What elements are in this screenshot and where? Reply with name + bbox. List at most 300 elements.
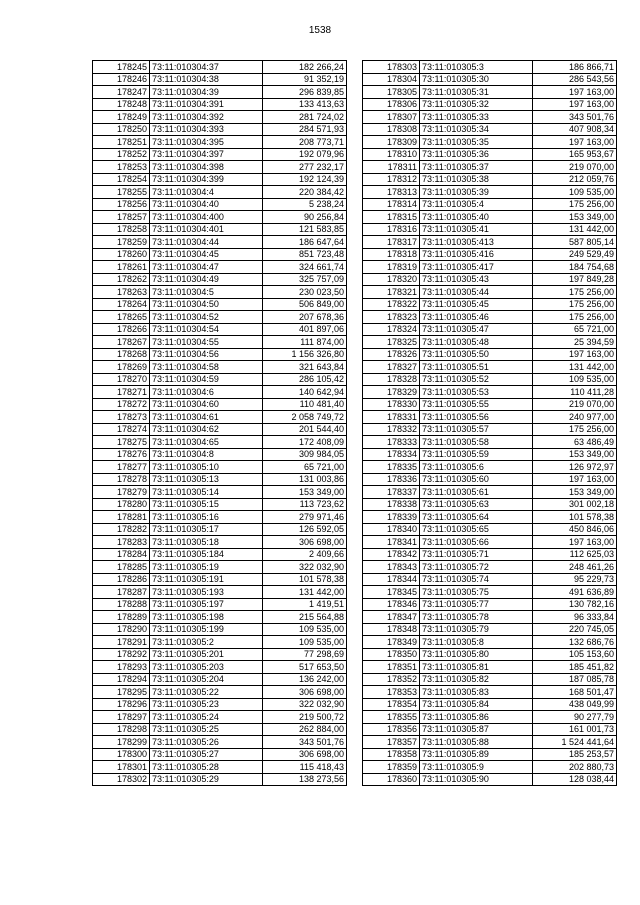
- value-cell: 197 849,28: [533, 273, 617, 286]
- value-cell: 111 874,00: [263, 336, 347, 349]
- value-cell: 491 636,89: [533, 586, 617, 599]
- cadastral-number-cell: 73:11:010304:395: [150, 136, 263, 149]
- row-number-cell: 178289: [93, 611, 150, 624]
- value-cell: 168 501,47: [533, 686, 617, 699]
- table-row: [93, 198, 347, 211]
- table-row: [93, 711, 347, 724]
- row-number-cell: 178357: [363, 736, 420, 749]
- cadastral-number-cell: 73:11:010305:36: [420, 148, 533, 161]
- row-number-cell: 178266: [93, 323, 150, 336]
- table-row: [93, 648, 347, 661]
- row-number-cell: 178310: [363, 148, 420, 161]
- cadastral-number-cell: 73:11:010305:78: [420, 611, 533, 624]
- table-row: [93, 548, 347, 561]
- cadastral-number-cell: 73:11:010305:413: [420, 236, 533, 249]
- value-cell: 306 698,00: [263, 536, 347, 549]
- row-number-cell: 178246: [93, 73, 150, 86]
- cadastral-number-cell: 73:11:010304:49: [150, 273, 263, 286]
- table-row: [93, 736, 347, 749]
- cadastral-number-cell: 73:11:010305:6: [420, 461, 533, 474]
- row-number-cell: 178320: [363, 273, 420, 286]
- cadastral-number-cell: 73:11:010305:15: [150, 498, 263, 511]
- row-number-cell: 178251: [93, 136, 150, 149]
- table-row: [363, 448, 617, 461]
- value-cell: 25 394,59: [533, 336, 617, 349]
- value-cell: 450 846,06: [533, 523, 617, 536]
- value-cell: 219 070,00: [533, 161, 617, 174]
- value-cell: 438 049,99: [533, 698, 617, 711]
- value-cell: 132 686,76: [533, 636, 617, 649]
- value-cell: 130 782,16: [533, 598, 617, 611]
- row-number-cell: 178300: [93, 748, 150, 761]
- row-number-cell: 178277: [93, 461, 150, 474]
- row-number-cell: 178252: [93, 148, 150, 161]
- table-row: [93, 98, 347, 111]
- row-number-cell: 178288: [93, 598, 150, 611]
- cadastral-number-cell: 73:11:010304:391: [150, 98, 263, 111]
- table-row: [363, 498, 617, 511]
- row-number-cell: 178349: [363, 636, 420, 649]
- row-number-cell: 178309: [363, 136, 420, 149]
- table-row: [93, 273, 347, 286]
- row-number-cell: 178258: [93, 223, 150, 236]
- table-row: [363, 173, 617, 186]
- table-row: [93, 336, 347, 349]
- value-cell: 517 653,50: [263, 661, 347, 674]
- row-number-cell: 178354: [363, 698, 420, 711]
- table-row: [93, 573, 347, 586]
- value-cell: 65 721,00: [263, 461, 347, 474]
- row-number-cell: 178350: [363, 648, 420, 661]
- cadastral-number-cell: 73:11:010304:393: [150, 123, 263, 136]
- cadastral-number-cell: 73:11:010304:399: [150, 173, 263, 186]
- row-number-cell: 178294: [93, 673, 150, 686]
- cadastral-number-cell: 73:11:010305:8: [420, 636, 533, 649]
- table-row: [363, 373, 617, 386]
- cadastral-number-cell: 73:11:010305:22: [150, 686, 263, 699]
- value-cell: 153 349,00: [263, 486, 347, 499]
- value-cell: 153 349,00: [533, 486, 617, 499]
- row-number-cell: 178345: [363, 586, 420, 599]
- cadastral-number-cell: 73:11:010305:79: [420, 623, 533, 636]
- cadastral-number-cell: 73:11:010304:45: [150, 248, 263, 261]
- table-body: [93, 61, 347, 786]
- value-cell: 110 481,40: [263, 398, 347, 411]
- row-number-cell: 178330: [363, 398, 420, 411]
- cadastral-number-cell: 73:11:010305:64: [420, 511, 533, 524]
- table-row: [93, 623, 347, 636]
- row-number-cell: 178312: [363, 173, 420, 186]
- table-row: [363, 273, 617, 286]
- value-cell: 220 384,42: [263, 186, 347, 199]
- table-body: [363, 61, 617, 786]
- value-cell: 1 156 326,80: [263, 348, 347, 361]
- table-row: [363, 411, 617, 424]
- cadastral-number-cell: 73:11:010305:10: [150, 461, 263, 474]
- cadastral-number-cell: 73:11:010305:29: [150, 773, 263, 786]
- value-cell: 91 352,19: [263, 73, 347, 86]
- value-cell: 202 880,73: [533, 761, 617, 774]
- value-cell: 133 413,63: [263, 98, 347, 111]
- cadastral-number-cell: 73:11:010305:24: [150, 711, 263, 724]
- value-cell: 286 543,56: [533, 73, 617, 86]
- value-cell: 219 070,00: [533, 398, 617, 411]
- row-number-cell: 178303: [363, 61, 420, 74]
- row-number-cell: 178352: [363, 673, 420, 686]
- table-row: [93, 161, 347, 174]
- cadastral-table-left: [92, 60, 347, 786]
- table-row: [363, 148, 617, 161]
- cadastral-number-cell: 73:11:010305:88: [420, 736, 533, 749]
- value-cell: 279 971,46: [263, 511, 347, 524]
- row-number-cell: 178314: [363, 198, 420, 211]
- cadastral-number-cell: 73:11:010305:50: [420, 348, 533, 361]
- row-number-cell: 178321: [363, 286, 420, 299]
- value-cell: 284 571,93: [263, 123, 347, 136]
- table-row: [363, 98, 617, 111]
- value-cell: 197 163,00: [533, 98, 617, 111]
- value-cell: 96 333,84: [533, 611, 617, 624]
- table-row: [93, 86, 347, 99]
- row-number-cell: 178248: [93, 98, 150, 111]
- row-number-cell: 178261: [93, 261, 150, 274]
- row-number-cell: 178316: [363, 223, 420, 236]
- value-cell: 215 564,88: [263, 611, 347, 624]
- cadastral-number-cell: 73:11:010305:47: [420, 323, 533, 336]
- cadastral-number-cell: 73:11:010305:74: [420, 573, 533, 586]
- table-row: [93, 773, 347, 786]
- row-number-cell: 178340: [363, 523, 420, 536]
- table-row: [93, 748, 347, 761]
- value-cell: 306 698,00: [263, 686, 347, 699]
- table-row: [363, 511, 617, 524]
- row-number-cell: 178262: [93, 273, 150, 286]
- table-row: [363, 536, 617, 549]
- value-cell: 175 256,00: [533, 298, 617, 311]
- table-row: [93, 498, 347, 511]
- value-cell: 301 002,18: [533, 498, 617, 511]
- table-row: [363, 486, 617, 499]
- cadastral-number-cell: 73:11:010305:57: [420, 423, 533, 436]
- row-number-cell: 178292: [93, 648, 150, 661]
- cadastral-number-cell: 73:11:010305:72: [420, 561, 533, 574]
- page-number: 1538: [308, 25, 332, 36]
- value-cell: 128 038,44: [533, 773, 617, 786]
- row-number-cell: 178317: [363, 236, 420, 249]
- cadastral-number-cell: 73:11:010305:16: [150, 511, 263, 524]
- cadastral-number-cell: 73:11:010305:416: [420, 248, 533, 261]
- value-cell: 110 411,28: [533, 386, 617, 399]
- value-cell: 121 583,85: [263, 223, 347, 236]
- value-cell: 175 256,00: [533, 423, 617, 436]
- row-number-cell: 178315: [363, 211, 420, 224]
- table-row: [363, 611, 617, 624]
- table-row: [363, 586, 617, 599]
- value-cell: 161 001,73: [533, 723, 617, 736]
- cadastral-number-cell: 73:11:010304:59: [150, 373, 263, 386]
- cadastral-number-cell: 73:11:010304:61: [150, 411, 263, 424]
- row-number-cell: 178269: [93, 361, 150, 374]
- table-row: [363, 336, 617, 349]
- cadastral-number-cell: 73:11:010304:397: [150, 148, 263, 161]
- row-number-cell: 178304: [363, 73, 420, 86]
- value-cell: 153 349,00: [533, 211, 617, 224]
- cadastral-number-cell: 73:11:010304:40: [150, 198, 263, 211]
- row-number-cell: 178334: [363, 448, 420, 461]
- table-row: [363, 423, 617, 436]
- table-row: [93, 111, 347, 124]
- row-number-cell: 178348: [363, 623, 420, 636]
- cadastral-number-cell: 73:11:010305:13: [150, 473, 263, 486]
- table-row: [363, 561, 617, 574]
- value-cell: 230 023,50: [263, 286, 347, 299]
- row-number-cell: 178290: [93, 623, 150, 636]
- cadastral-number-cell: 73:11:010305:34: [420, 123, 533, 136]
- cadastral-number-cell: 73:11:010305:38: [420, 173, 533, 186]
- table-row: [93, 173, 347, 186]
- table-row: [93, 236, 347, 249]
- row-number-cell: 178359: [363, 761, 420, 774]
- row-number-cell: 178254: [93, 173, 150, 186]
- cadastral-number-cell: 73:11:010305:53: [420, 386, 533, 399]
- value-cell: 90 277,79: [533, 711, 617, 724]
- value-cell: 309 984,05: [263, 448, 347, 461]
- table-row: [363, 548, 617, 561]
- table-row: [363, 248, 617, 261]
- table-row: [363, 298, 617, 311]
- table-row: [93, 698, 347, 711]
- row-number-cell: 178284: [93, 548, 150, 561]
- cadastral-number-cell: 73:11:010305:59: [420, 448, 533, 461]
- value-cell: 322 032,90: [263, 561, 347, 574]
- value-cell: 153 349,00: [533, 448, 617, 461]
- value-cell: 186 647,64: [263, 236, 347, 249]
- value-cell: 277 232,17: [263, 161, 347, 174]
- table-row: [93, 261, 347, 274]
- cadastral-number-cell: 73:11:010305:28: [150, 761, 263, 774]
- row-number-cell: 178295: [93, 686, 150, 699]
- cadastral-number-cell: 73:11:010304:398: [150, 161, 263, 174]
- cadastral-number-cell: 73:11:010305:193: [150, 586, 263, 599]
- value-cell: 126 592,05: [263, 523, 347, 536]
- row-number-cell: 178299: [93, 736, 150, 749]
- cadastral-number-cell: 73:11:010305:61: [420, 486, 533, 499]
- row-number-cell: 178286: [93, 573, 150, 586]
- table-row: [93, 361, 347, 374]
- cadastral-number-cell: 73:11:010305:4: [420, 198, 533, 211]
- value-cell: 90 256,84: [263, 211, 347, 224]
- cadastral-number-cell: 73:11:010305:90: [420, 773, 533, 786]
- row-number-cell: 178319: [363, 261, 420, 274]
- value-cell: 131 003,86: [263, 473, 347, 486]
- value-cell: 851 723,48: [263, 248, 347, 261]
- table-row: [363, 361, 617, 374]
- cadastral-number-cell: 73:11:010305:197: [150, 598, 263, 611]
- value-cell: 113 723,62: [263, 498, 347, 511]
- table-row: [93, 461, 347, 474]
- value-cell: 184 754,68: [533, 261, 617, 274]
- cadastral-number-cell: 73:11:010305:417: [420, 261, 533, 274]
- row-number-cell: 178360: [363, 773, 420, 786]
- cadastral-number-cell: 73:11:010305:198: [150, 611, 263, 624]
- value-cell: 207 678,36: [263, 311, 347, 324]
- cadastral-number-cell: 73:11:010305:23: [150, 698, 263, 711]
- row-number-cell: 178274: [93, 423, 150, 436]
- cadastral-number-cell: 73:11:010304:37: [150, 61, 263, 74]
- cadastral-number-cell: 73:11:010305:41: [420, 223, 533, 236]
- row-number-cell: 178276: [93, 448, 150, 461]
- row-number-cell: 178311: [363, 161, 420, 174]
- table-row: [363, 773, 617, 786]
- value-cell: 197 163,00: [533, 86, 617, 99]
- cadastral-number-cell: 73:11:010305:33: [420, 111, 533, 124]
- row-number-cell: 178285: [93, 561, 150, 574]
- table-row: [93, 511, 347, 524]
- row-number-cell: 178293: [93, 661, 150, 674]
- table-row: [93, 148, 347, 161]
- value-cell: 63 486,49: [533, 436, 617, 449]
- cadastral-number-cell: 73:11:010304:58: [150, 361, 263, 374]
- row-number-cell: 178306: [363, 98, 420, 111]
- cadastral-number-cell: 73:11:010305:48: [420, 336, 533, 349]
- value-cell: 306 698,00: [263, 748, 347, 761]
- cadastral-number-cell: 73:11:010305:84: [420, 698, 533, 711]
- cadastral-number-cell: 73:11:010305:83: [420, 686, 533, 699]
- table-row: [93, 73, 347, 86]
- value-cell: 185 253,57: [533, 748, 617, 761]
- value-cell: 1 419,51: [263, 598, 347, 611]
- value-cell: 321 643,84: [263, 361, 347, 374]
- cadastral-number-cell: 73:11:010305:204: [150, 673, 263, 686]
- row-number-cell: 178346: [363, 598, 420, 611]
- value-cell: 343 501,76: [263, 736, 347, 749]
- row-number-cell: 178342: [363, 548, 420, 561]
- table-row: [363, 711, 617, 724]
- row-number-cell: 178323: [363, 311, 420, 324]
- value-cell: 587 805,14: [533, 236, 617, 249]
- row-number-cell: 178333: [363, 436, 420, 449]
- table-row: [93, 761, 347, 774]
- value-cell: 175 256,00: [533, 286, 617, 299]
- table-row: [93, 686, 347, 699]
- row-number-cell: 178355: [363, 711, 420, 724]
- table-row: [93, 636, 347, 649]
- value-cell: 165 953,67: [533, 148, 617, 161]
- cadastral-number-cell: 73:11:010304:50: [150, 298, 263, 311]
- row-number-cell: 178313: [363, 186, 420, 199]
- cadastral-number-cell: 73:11:010305:75: [420, 586, 533, 599]
- row-number-cell: 178322: [363, 298, 420, 311]
- table-row: [363, 523, 617, 536]
- table-row: [363, 186, 617, 199]
- value-cell: 136 242,00: [263, 673, 347, 686]
- table-row: [93, 186, 347, 199]
- value-cell: 5 238,24: [263, 198, 347, 211]
- cadastral-number-cell: 73:11:010305:31: [420, 86, 533, 99]
- row-number-cell: 178255: [93, 186, 150, 199]
- row-number-cell: 178324: [363, 323, 420, 336]
- table-row: [363, 311, 617, 324]
- cadastral-number-cell: 73:11:010305:40: [420, 211, 533, 224]
- row-number-cell: 178337: [363, 486, 420, 499]
- cadastral-number-cell: 73:11:010305:203: [150, 661, 263, 674]
- row-number-cell: 178279: [93, 486, 150, 499]
- row-number-cell: 178302: [93, 773, 150, 786]
- cadastral-number-cell: 73:11:010305:14: [150, 486, 263, 499]
- table-row: [93, 436, 347, 449]
- row-number-cell: 178247: [93, 86, 150, 99]
- table-row: [93, 611, 347, 624]
- row-number-cell: 178347: [363, 611, 420, 624]
- table-row: [363, 211, 617, 224]
- value-cell: 109 535,00: [533, 373, 617, 386]
- value-cell: 197 163,00: [533, 473, 617, 486]
- cadastral-number-cell: 73:11:010305:32: [420, 98, 533, 111]
- cadastral-number-cell: 73:11:010305:55: [420, 398, 533, 411]
- value-cell: 1 524 441,64: [533, 736, 617, 749]
- cadastral-number-cell: 73:11:010305:82: [420, 673, 533, 686]
- cadastral-number-cell: 73:11:010305:26: [150, 736, 263, 749]
- value-cell: 131 442,00: [533, 361, 617, 374]
- cadastral-number-cell: 73:11:010304:65: [150, 436, 263, 449]
- table-row: [93, 386, 347, 399]
- table-row: [93, 486, 347, 499]
- cadastral-number-cell: 73:11:010305:46: [420, 311, 533, 324]
- value-cell: 105 153,60: [533, 648, 617, 661]
- table-row: [363, 461, 617, 474]
- table-row: [363, 198, 617, 211]
- row-number-cell: 178336: [363, 473, 420, 486]
- value-cell: 286 105,42: [263, 373, 347, 386]
- row-number-cell: 178249: [93, 111, 150, 124]
- value-cell: 2 058 749,72: [263, 411, 347, 424]
- value-cell: 101 578,38: [533, 511, 617, 524]
- table-row: [93, 723, 347, 736]
- value-cell: 115 418,43: [263, 761, 347, 774]
- value-cell: 2 409,66: [263, 548, 347, 561]
- value-cell: 187 085,78: [533, 673, 617, 686]
- table-row: [363, 111, 617, 124]
- cadastral-number-cell: 73:11:010305:56: [420, 411, 533, 424]
- row-number-cell: 178329: [363, 386, 420, 399]
- row-number-cell: 178341: [363, 536, 420, 549]
- row-number-cell: 178282: [93, 523, 150, 536]
- row-number-cell: 178291: [93, 636, 150, 649]
- value-cell: 407 908,34: [533, 123, 617, 136]
- table-row: [93, 473, 347, 486]
- cadastral-number-cell: 73:11:010305:2: [150, 636, 263, 649]
- table-row: [363, 136, 617, 149]
- row-number-cell: 178273: [93, 411, 150, 424]
- cadastral-number-cell: 73:11:010305:199: [150, 623, 263, 636]
- row-number-cell: 178278: [93, 473, 150, 486]
- table-row: [93, 536, 347, 549]
- table-row: [363, 761, 617, 774]
- cadastral-number-cell: 73:11:010305:3: [420, 61, 533, 74]
- row-number-cell: 178332: [363, 423, 420, 436]
- row-number-cell: 178318: [363, 248, 420, 261]
- cadastral-number-cell: 73:11:010304:400: [150, 211, 263, 224]
- cadastral-number-cell: 73:11:010304:401: [150, 223, 263, 236]
- row-number-cell: 178283: [93, 536, 150, 549]
- table-row: [93, 373, 347, 386]
- table-row: [93, 598, 347, 611]
- value-cell: 182 266,24: [263, 61, 347, 74]
- value-cell: 192 079,96: [263, 148, 347, 161]
- table-row: [363, 261, 617, 274]
- table-row: [363, 623, 617, 636]
- cadastral-number-cell: 73:11:010304:54: [150, 323, 263, 336]
